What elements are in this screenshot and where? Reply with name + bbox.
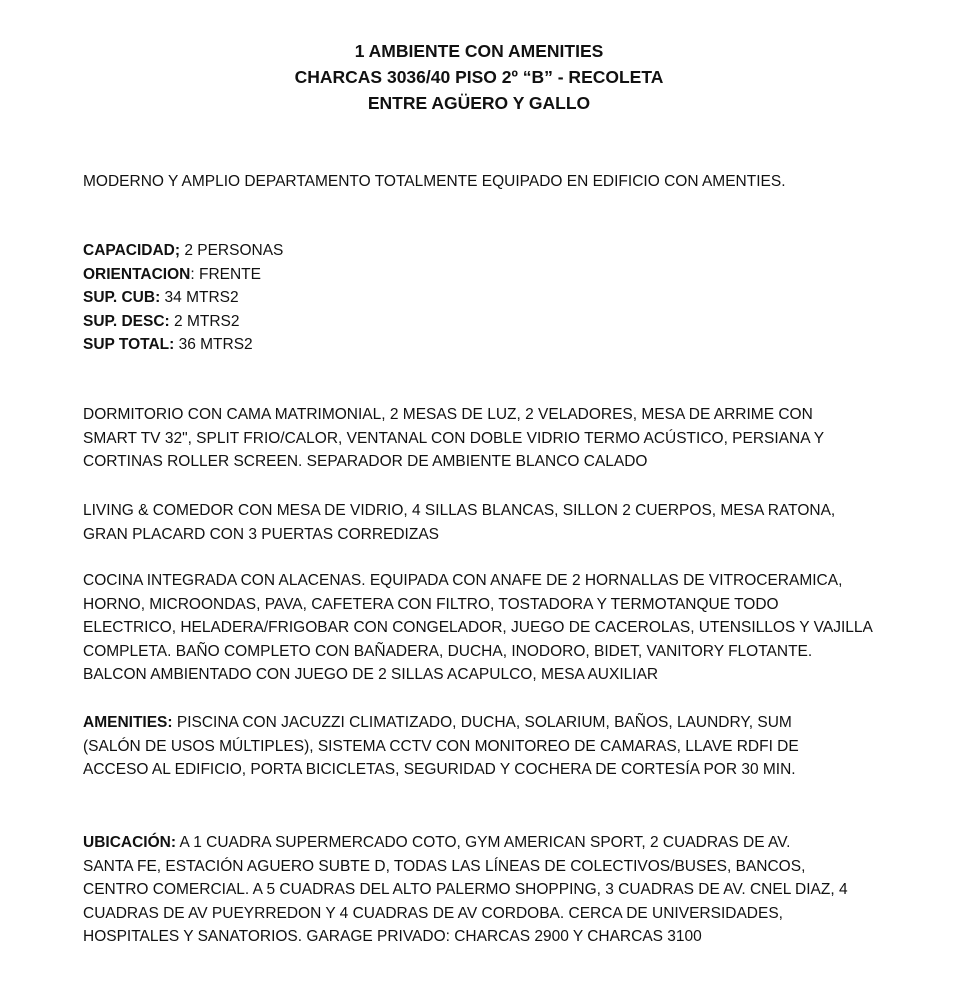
paragraph-line: SANTA FE, ESTACIÓN AGUERO SUBTE D, TODAS LAS LÍNEAS DE COLECTIVOS/BUSES, BANCOS, — [83, 857, 806, 875]
spec-value: 2 MTRS2 — [169, 312, 240, 330]
spec-label: SUP. CUB: — [83, 289, 161, 306]
spec-value: : FRENTE — [190, 265, 261, 283]
ubicacion-text: A 1 CUADRA SUPERMERCADO COTO, GYM AMERICAN SPORT, 2 CUADRAS DE AV. — [176, 834, 791, 851]
paragraph-line: HORNO, MICROONDAS, PAVA, CAFETERA CON FILTRO, TOSTADORA Y TERMOTANQUE TODO — [83, 595, 779, 613]
paragraph-line: CUADRAS DE AV PUEYRREDON Y 4 CUADRAS DE AV CORDOBA. CERCA DE UNIVERSIDADES, — [83, 904, 783, 922]
spec-label: ORIENTACION — [83, 265, 191, 283]
spec-sup-cub — [83, 286, 883, 310]
amenities-paragraph — [83, 711, 883, 782]
paragraph-line: CENTRO COMERCIAL. A 5 CUADRAS DEL ALTO PALERMO SHOPPING, 3 CUADRAS DE AV. CNEL DIAZ, 4 — [83, 881, 848, 898]
paragraph-line: (SALÓN DE USOS MÚLTIPLES), SISTEMA CCTV CON MONITOREO DE CAMARAS, LLAVE RDFI DE — [83, 737, 799, 755]
spec-sup-desc — [83, 310, 883, 334]
title-line-2: CHARCAS 3036/40 PISO 2º “B” - RECOLETA — [294, 67, 664, 87]
spec-label: SUP TOTAL: — [83, 336, 175, 353]
amenities-text: PISCINA CON JACUZZI CLIMATIZADO, DUCHA, SOLARIUM, BAÑOS, LAUNDRY, SUM — [172, 714, 792, 731]
ubicacion-paragraph — [83, 831, 883, 949]
dormitorio-paragraph — [83, 403, 883, 474]
paragraph-line: ACCESO AL EDIFICIO, PORTA BICICLETAS, SEGURIDAD Y COCHERA DE CORTESÍA POR 30 MIN. — [83, 761, 796, 778]
paragraph-line: DORMITORIO CON CAMA MATRIMONIAL, 2 MESAS DE LUZ, 2 VELADORES, MESA DE ARRIME CON — [83, 406, 813, 423]
intro-paragraph — [83, 170, 883, 194]
paragraph-line: COCINA INTEGRADA CON ALACENAS. EQUIPADA CON ANAFE DE 2 HORNALLAS DE VITROCERAMICA, — [83, 572, 843, 589]
intro-text: MODERNO Y AMPLIO DEPARTAMENTO TOTALMENTE EQUIPADO EN EDIFICIO CON AMENTIES. — [83, 173, 786, 190]
paragraph-line: ELECTRICO, HELADERA/FRIGOBAR CON CONGELADOR, JUEGO DE CACEROLAS, UTENSILLOS Y VAJILLA — [83, 619, 873, 636]
spec-label: CAPACIDAD; — [83, 242, 181, 259]
paragraph-line: LIVING & COMEDOR CON MESA DE VIDRIO, 4 SILLAS BLANCAS, SILLON 2 CUERPOS, MESA RATONA, — [83, 502, 836, 519]
spec-value: 2 PERSONAS — [180, 242, 284, 259]
paragraph-line: CORTINAS ROLLER SCREEN. SEPARADOR DE AMBIENTE BLANCO CALADO — [83, 453, 648, 470]
ubicacion-label: UBICACIÓN: — [83, 834, 176, 851]
spec-label: SUP. DESC: — [83, 312, 170, 330]
paragraph-line — [83, 711, 883, 735]
spec-value: 34 MTRS2 — [160, 289, 239, 306]
cocina-paragraph — [83, 569, 883, 687]
spec-orientacion — [83, 263, 883, 287]
title-line-1: 1 AMBIENTE CON AMENITIES — [354, 41, 604, 61]
paragraph-line — [83, 831, 883, 855]
specs-list — [83, 239, 883, 357]
spec-capacidad — [83, 239, 883, 263]
paragraph-line: GRAN PLACARD CON 3 PUERTAS CORREDIZAS — [83, 525, 439, 543]
document-title — [0, 38, 958, 116]
spec-sup-total — [83, 333, 883, 357]
paragraph-line: COMPLETA. BAÑO COMPLETO CON BAÑADERA, DUCHA, INODORO, BIDET, VANITORY FLOTANTE. — [83, 642, 813, 660]
paragraph-line: HOSPITALES Y SANATORIOS. GARAGE PRIVADO: CHARCAS 2900 Y CHARCAS 3100 — [83, 928, 702, 945]
paragraph-line: SMART TV 32", SPLIT FRIO/CALOR, VENTANAL CON DOBLE VIDRIO TERMO ACÚSTICO, PERSIANA Y — [83, 429, 825, 447]
spec-value: 36 MTRS2 — [174, 336, 253, 353]
amenities-label: AMENITIES: — [83, 714, 173, 731]
title-line-3: ENTRE AGÜERO Y GALLO — [367, 93, 591, 113]
paragraph-line: BALCON AMBIENTADO CON JUEGO DE 2 SILLAS ACAPULCO, MESA AUXILIAR — [83, 666, 659, 683]
living-paragraph — [83, 499, 883, 546]
